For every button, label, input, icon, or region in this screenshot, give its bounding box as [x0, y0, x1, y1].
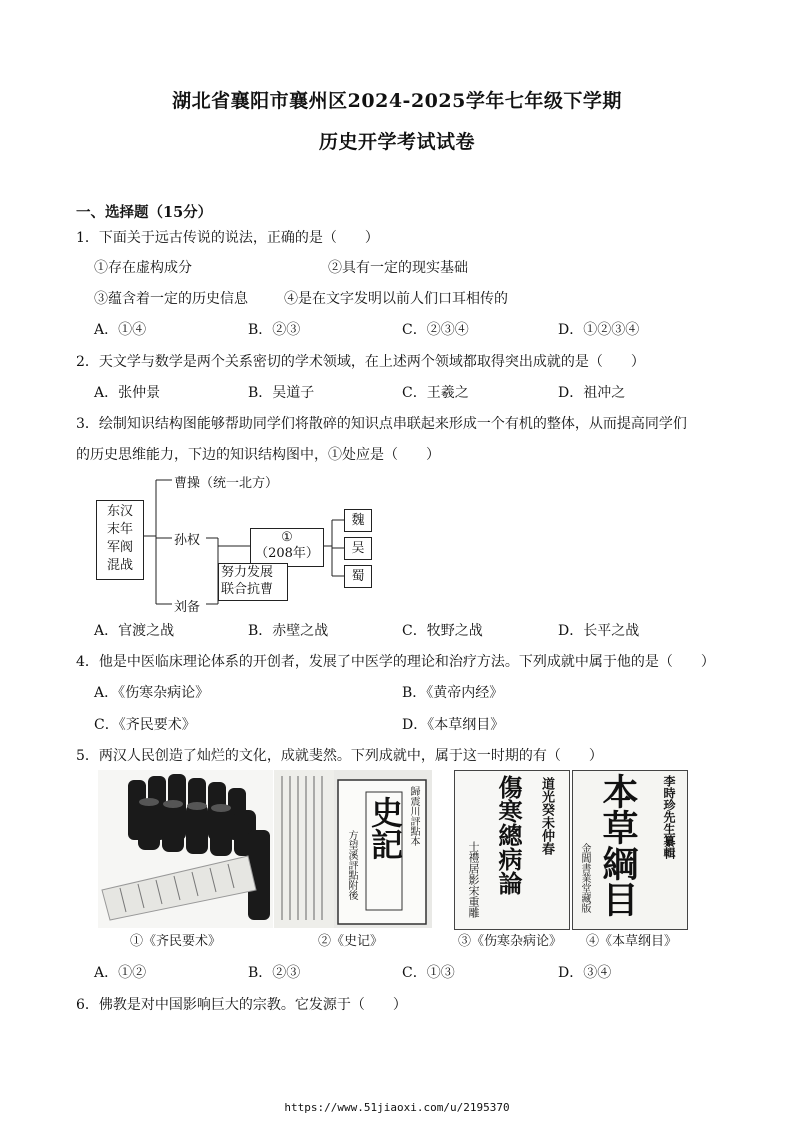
- shanghan-book-image: [454, 770, 570, 930]
- q2-option-b: B．吴道子: [248, 385, 315, 401]
- bamboo-slips-drawing: [98, 770, 273, 928]
- q5-option-c: C．①③: [402, 965, 455, 981]
- diagram-root-line1: 东汉: [106, 504, 133, 519]
- caption-shanghan: ③《伤寒杂病论》: [458, 934, 563, 949]
- q1-statement-1: ①存在虚构成分: [94, 260, 192, 276]
- q2-option-a: A．张仲景: [94, 385, 161, 401]
- q1-stem: 1．下面关于远古传说的说法，正确的是（ ）: [76, 230, 379, 246]
- diagram-note-2: 联合抗曹: [221, 582, 274, 597]
- diagram-root-line4: 混战: [106, 558, 133, 573]
- diagram-cao-cao: 曹操（统一北方）: [174, 476, 279, 491]
- q3-option-d: D．长平之战: [558, 623, 640, 639]
- q4-option-d: D．《本草纲目》: [402, 717, 505, 733]
- diagram-root-box: [96, 500, 144, 580]
- q1-option-c: C．②③④: [402, 322, 469, 338]
- q1-option-b: B．②③: [248, 322, 301, 338]
- section-heading: 一、选择题（15分）: [76, 204, 213, 221]
- paper-title-line2: 历史开学考试试卷: [318, 131, 475, 153]
- caption-bencao: ④《本草纲目》: [586, 934, 678, 949]
- diagram-center-number: ①: [281, 530, 293, 545]
- caption-shiji: ②《史记》: [318, 934, 384, 949]
- diagram-state-wei: 魏: [344, 509, 372, 532]
- bencao-side-left: 金閶書業堂藏版: [579, 843, 590, 913]
- bamboo-slips-image: [98, 770, 273, 928]
- diagram-center-box: [250, 528, 324, 567]
- diagram-note-box: [218, 563, 288, 601]
- q1-option-d: D．①②③④: [558, 322, 640, 338]
- q4-option-c: C．《齐民要术》: [94, 717, 196, 733]
- q5-option-a: A．①②: [94, 965, 147, 981]
- shiji-book-image: [274, 770, 432, 928]
- bencao-book-image: [572, 770, 688, 930]
- q1-option-a: A．①④: [94, 322, 147, 338]
- q3-stem-line1: 3．绘制知识结构图能够帮助同学们将散碎的知识点串联起来形成一个有机的整体，从而提高同学们: [76, 416, 687, 432]
- q5-option-b: B．②③: [248, 965, 301, 981]
- q5-stem: 5．两汉人民创造了灿烂的文化，成就斐然。下列成就中，属于这一时期的有（ ）: [76, 748, 603, 764]
- shiji-side-right: 歸震川評點本: [408, 786, 419, 846]
- q1-statement-4: ④是在文字发明以前人们口耳相传的: [284, 291, 508, 307]
- footer-url: https://www.51jiaoxi.com/u/2195370: [284, 1101, 510, 1114]
- q3-option-a: A．官渡之战: [94, 623, 175, 639]
- shiji-title: 史記: [366, 796, 404, 860]
- shanghan-title: 傷寒總病論: [494, 775, 523, 895]
- book-images-strip: [98, 770, 686, 928]
- bencao-title: 本草綱目: [597, 773, 639, 917]
- q5-option-d: D．③④: [558, 965, 612, 981]
- shiji-side-left: 方望溪評點附後: [346, 830, 357, 900]
- diagram-state-wu: 吴: [344, 537, 372, 560]
- caption-qimin-yaoshu: ①《齐民要术》: [130, 934, 222, 949]
- q4-option-a: A．《伤寒杂病论》: [94, 685, 210, 701]
- paper-title-line1: 湖北省襄阳市襄州区2024-2025学年七年级下学期: [172, 90, 622, 112]
- q4-stem: 4．他是中医临床理论体系的开创者，发展了中医学的理论和治疗方法。下列成就中属于他的是（ ）: [76, 654, 715, 670]
- diagram-center-year: （208年）: [255, 546, 319, 561]
- diagram-sun-quan: 孙权: [174, 533, 201, 548]
- q3-option-b: B．赤壁之战: [248, 623, 329, 639]
- diagram-liu-bei: 刘备: [174, 600, 201, 615]
- q3-stem-line2: 的历史思维能力，下边的知识结构图中，①处应是（ ）: [76, 447, 440, 463]
- diagram-root-line3: 军阀: [106, 540, 133, 555]
- diagram-note-1: 努力发展: [221, 565, 274, 580]
- q6-stem: 6．佛教是对中国影响巨大的宗教。它发源于（ ）: [76, 997, 407, 1013]
- bencao-side-right: 李時珍先生纂輯: [662, 775, 676, 859]
- diagram-root-line2: 末年: [106, 522, 133, 537]
- shanghan-side-right: 道光癸未仲春: [539, 777, 554, 855]
- q1-statement-3: ③蕴含着一定的历史信息: [94, 291, 248, 307]
- q2-stem: 2．天文学与数学是两个关系密切的学术领域，在上述两个领域都取得突出成就的是（ ）: [76, 354, 645, 370]
- q2-option-c: C．王羲之: [402, 385, 469, 401]
- shanghan-side-left: 士禮居影宋重雕: [467, 841, 480, 918]
- diagram-state-shu: 蜀: [344, 565, 372, 588]
- q1-statement-2: ②具有一定的现实基础: [328, 260, 468, 276]
- knowledge-structure-diagram: [92, 466, 382, 616]
- q4-option-b: B．《黄帝内经》: [402, 685, 504, 701]
- q3-option-c: C．牧野之战: [402, 623, 483, 639]
- q2-option-d: D．祖冲之: [558, 385, 626, 401]
